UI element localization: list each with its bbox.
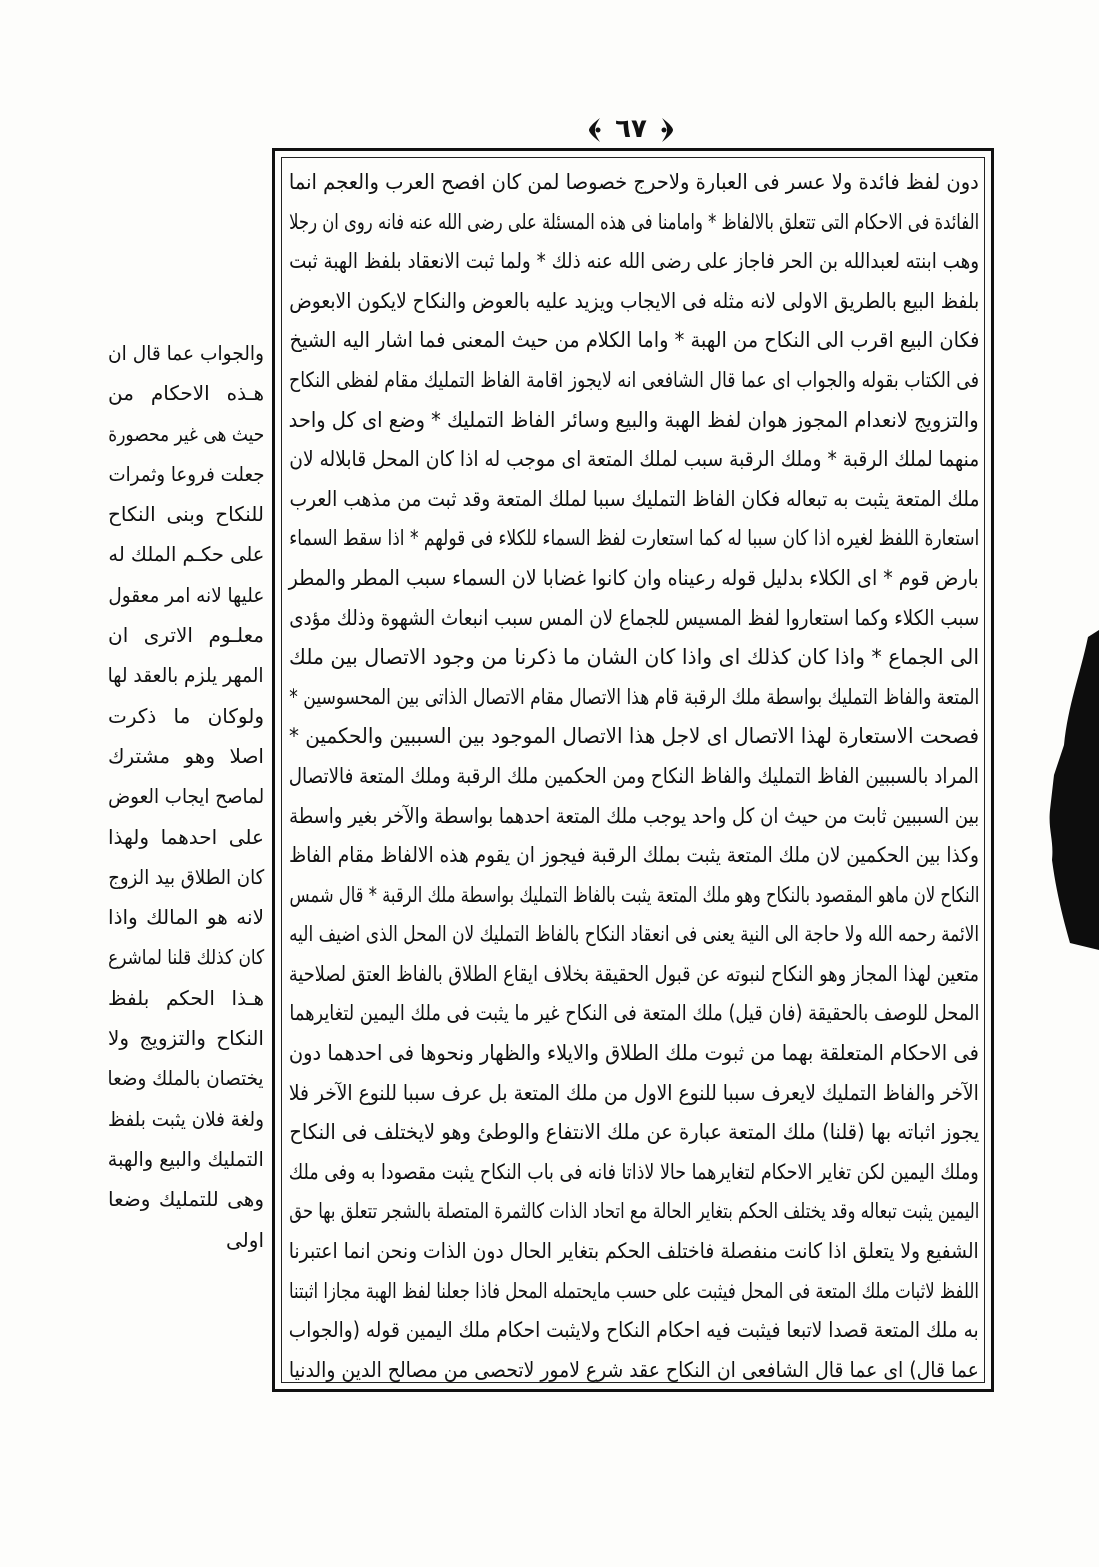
main-text-line: فى الكتاب بقوله والجواب اى عما قال الشافعى انه لايجوز اقامة الفاظ التمليك مقام لفظى النكاح xyxy=(289,367,979,392)
margin-note-row xyxy=(108,1179,264,1219)
margin-note-row xyxy=(108,615,264,655)
margin-note-row xyxy=(108,1058,264,1098)
main-text-row xyxy=(289,1351,979,1391)
main-text-row xyxy=(289,678,979,718)
left-ornament-icon xyxy=(586,116,604,144)
main-text-row xyxy=(289,915,979,955)
margin-note-line: ولغة فلان يثبت بلفظ xyxy=(108,1106,264,1131)
main-text-row xyxy=(289,242,979,282)
margin-note-line: يختصان بالملك وضعا xyxy=(107,1066,264,1091)
main-text-line: فى الاحكام المتعلقة بهما من ثبوت ملك الطلاق والايلاء والظهار ونحوها فى احدهما دون xyxy=(289,1041,979,1066)
main-text-row xyxy=(289,876,979,916)
margin-note-row xyxy=(108,575,264,615)
margin-note-line: هـذا الحكم بلفظ xyxy=(108,985,264,1010)
margin-note-row xyxy=(108,333,264,373)
main-text-line: استعارة اللفظ لغيره اذا كان سببا له كما استعارت لفظ السماء للكلاء فى قولهم * اذا سقط السماء xyxy=(288,526,979,551)
main-text-block xyxy=(289,163,979,1390)
main-text-row xyxy=(289,994,979,1034)
main-text-line: اليمين يثبت تبعاله وقد يختلف الحكم بتغاير الحالة مع اتحاد الذات كالثمرة المتصلة بالشجر تتعلق بها حق xyxy=(288,1199,979,1224)
main-text-line: الائمة رحمه الله ولا حاجة الى النية يعنى فى انعقاد النكاح بالفاظ التمليك لان المحل الذى اضيف اليه xyxy=(288,922,979,947)
page-number: ٦٧ xyxy=(615,114,647,144)
scan-shadow xyxy=(1040,625,1099,955)
main-text-row xyxy=(289,1153,979,1193)
main-text-line: بارض قوم * اى الكلاء بدليل قوله رعيناه وان كانوا غضابا لان السماء سبب المطر والمطر xyxy=(289,565,979,590)
main-text-line: الى الجماع * واذا كان كذلك اى واذا كان الشان ما ذكرنا من وجود الاتصال بين ملك xyxy=(288,645,979,670)
margin-note-row xyxy=(108,937,264,977)
main-text-line: به ملك المتعة قصدا لاتبعا فيثبت فيه احكام النكاح ولايثبت احكام ملك اليمين قوله (والجواب xyxy=(289,1318,979,1343)
main-text-row xyxy=(289,1192,979,1232)
margin-note-line: على احدهما ولهذا xyxy=(108,824,264,849)
margin-note-line: جعلت فروعا وثمرات xyxy=(108,461,264,486)
main-text-row xyxy=(289,203,979,243)
main-text-line: المحل للوصف بالحقيقة (فان قيل) ملك المتعة فى النكاح غير ما يثبت فى ملك اليمين لتغايرهما xyxy=(288,1001,979,1026)
margin-note-row xyxy=(108,1220,264,1260)
main-text-line: عما قال) اى عما قال الشافعى ان النكاح عقد شرع لامور لاتحصى من مصالح الدين والدنيا xyxy=(288,1357,979,1382)
margin-note-line: كان الطلاق بيد الزوج xyxy=(107,864,264,889)
margin-note-row xyxy=(108,494,264,534)
main-text-line: الفائدة فى الاحكام التى تتعلق بالالفاظ * وامامنا فى هذه المسئلة على رضى الله عنه فانه روى ان رجلا xyxy=(289,209,979,234)
main-text-line: متعين لهذا المجاز وهو النكاح لنبوته عن قبول الحقيقة بخلاف ايقاع الطلاق بالفاظ العتق لصلاحية xyxy=(288,961,979,986)
margin-note-row xyxy=(108,978,264,1018)
margin-note-row xyxy=(108,534,264,574)
margin-note-row xyxy=(108,655,264,695)
main-text-line: يجوز اثباته بها (قلنا) ملك المتعة عبارة عن ملك الانتفاع والوطئ وهو لايختلف فى النكاح xyxy=(289,1120,979,1145)
margin-note-line: كان كذلك قلنا لماشرع xyxy=(107,945,264,970)
margin-note-line: معلـوم الاترى ان xyxy=(108,623,264,648)
margin-note-row xyxy=(108,1099,264,1139)
margin-note-line: هـذه الاحكام من xyxy=(108,381,264,406)
margin-note-line: حيث هى غير محصورة xyxy=(107,421,264,446)
main-text-row xyxy=(289,955,979,995)
main-text-line: المتعة والفاظ التمليك بواسطة ملك الرقبة قام هذا الاتصال مقام الاتصال الذاتى بين المحسوسين * xyxy=(289,684,979,709)
margin-note-line: لماصح ايجاب العوض xyxy=(108,784,264,809)
main-text-row xyxy=(289,599,979,639)
right-ornament-icon xyxy=(658,116,676,144)
margin-note-line: لانه هو المالك واذا xyxy=(107,905,264,930)
main-text-line: المراد بالسببين الفاظ التمليك والفاظ النكاح ومن الحكمين ملك الرقبة وملك المتعة فالاتصال xyxy=(288,763,979,788)
main-text-line: اللفظ لاثبات ملك المتعة فى المحل فيثبت على حسب مايحتمله المحل فاذا جعلنا لفظ الهبة مجازا اثبتنا xyxy=(289,1278,979,1303)
main-text-row xyxy=(289,797,979,837)
main-text-row xyxy=(289,1311,979,1351)
margin-note-line: النكاح والتزويج ولا xyxy=(108,1026,264,1051)
margin-note-row xyxy=(108,1139,264,1179)
main-text-row xyxy=(289,519,979,559)
main-text-row xyxy=(289,440,979,480)
main-text-line: بين السببين ثابت من حيث ان كل واحد يوجب ملك المتعة احدهما بواسطة والآخر بغير واسطة xyxy=(289,803,979,828)
margin-note-line: عليها لانه امر معقول xyxy=(107,582,264,607)
main-text-row xyxy=(289,361,979,401)
main-text-row xyxy=(289,717,979,757)
page-header xyxy=(580,110,682,150)
margin-note-row xyxy=(108,454,264,494)
main-text-row xyxy=(289,480,979,520)
margin-note-row xyxy=(108,696,264,736)
main-text-row xyxy=(289,638,979,678)
margin-note-line: ولوكان ما ذكرت xyxy=(108,703,264,728)
main-text-row xyxy=(289,1232,979,1272)
main-text-row xyxy=(289,836,979,876)
margin-note-line: اصلا وهو مشترك xyxy=(108,743,264,768)
margin-note-row xyxy=(108,857,264,897)
margin-note-line: المهر يلزم بالعقد لها xyxy=(108,663,264,688)
main-text-row xyxy=(289,757,979,797)
margin-note-row xyxy=(108,776,264,816)
main-text-line: الشفيع ولا يتعلق اذا كانت منفصلة فاختلف الحكم بتغاير الحال دون الذات ونحن انما اعتبرنا xyxy=(288,1239,979,1264)
main-text-row xyxy=(289,321,979,361)
main-text-row xyxy=(289,1074,979,1114)
main-text-row xyxy=(289,163,979,203)
main-text-line: وكذا بين الحكمين لان ملك المتعة يثبت بملك الرقبة فيجوز ان يقوم هذه الالفاظ مقام الفاظ xyxy=(288,843,979,868)
main-text-line: منهما لملك الرقبة * وملك الرقبة سبب لملك المتعة اى موجب له اذا كان المحل قابلاله لان xyxy=(289,447,979,472)
main-text-row xyxy=(289,1272,979,1312)
main-text-line: ملك المتعة يثبت به تبعاله فكان الفاظ التمليك سببا لملك المتعة وقد ثبت من مذهب العرب xyxy=(289,486,979,511)
margin-note-row xyxy=(108,1018,264,1058)
margin-note-line: والجواب عما قال ان xyxy=(107,341,264,365)
margin-note-row xyxy=(108,817,264,857)
main-text-line: النكاح لان ماهو المقصود بالنكاح وهو ملك المتعة يثبت بالفاظ التمليك بواسطة ملك الرقبة * قال شمس xyxy=(289,882,979,907)
main-text-line: والتزويج لانعدام المجوز هوان لفظ الهبة والبيع وسائر الفاظ التمليك * وضع اى كل واحد xyxy=(288,407,979,432)
margin-note-line: وهى للتمليك وضعا xyxy=(108,1187,264,1212)
main-text-row xyxy=(289,1034,979,1074)
margin-note-line: على حكـم الملك له xyxy=(108,542,264,567)
main-text-line: سبب الكلاء وكما استعاروا لفظ المسيس للجماع لان المس سبب انبعاث الشهوة وذلك مؤدى xyxy=(288,605,979,630)
margin-note-line: التمليك والبيع والهبة xyxy=(108,1146,264,1171)
main-text-row xyxy=(289,559,979,599)
main-text-line: بلفظ البيع بالطريق الاولى لانه مثله فى الايجاب ويزيد عليه بالعوض والنكاح لايكون الابعوض xyxy=(289,288,979,313)
margin-note-row xyxy=(108,897,264,937)
main-text-row xyxy=(289,1113,979,1153)
main-text-line: فصحت الاستعارة لهذا الاتصال اى لاجل هذا الاتصال الموجود بين السببين والحكمين * xyxy=(288,724,979,749)
margin-note-line: اولى xyxy=(226,1227,264,1252)
margin-note-row xyxy=(108,736,264,776)
main-text-line: فكان البيع اقرب الى النكاح من الهبة * واما الكلام من حيث المعنى فما اشار اليه الشيخ xyxy=(289,328,979,353)
main-text-line: وملك اليمين لكن تغاير الاحكام لتغايرهما حالا لاذاتا فانه فى باب النكاح يثبت مقصودا به وفى ملك xyxy=(289,1159,979,1184)
margin-note-row xyxy=(108,373,264,413)
main-text-line: الآخر والفاظ التمليك لايعرف سببا للنوع الاول من ملك المتعة بل عرف سببا للنوع الآخر فلا xyxy=(289,1080,979,1105)
main-text-line: وهب ابنته لعبدالله بن الحر فاجاز على رضى الله عنه ذلك * ولما ثبت الانعقاد بلفظ الهبة ثبت xyxy=(288,249,979,274)
margin-note-row xyxy=(108,414,264,454)
main-text-row xyxy=(289,282,979,322)
margin-note-block xyxy=(108,333,264,1260)
main-text-line: دون لفظ فائدة ولا عسر فى العبارة ولاحرج خصوصا لمن كان افصح العرب والعجم انما xyxy=(289,170,979,194)
main-text-row xyxy=(289,401,979,441)
margin-note-line: للنكاح وبنى النكاح xyxy=(108,502,264,527)
